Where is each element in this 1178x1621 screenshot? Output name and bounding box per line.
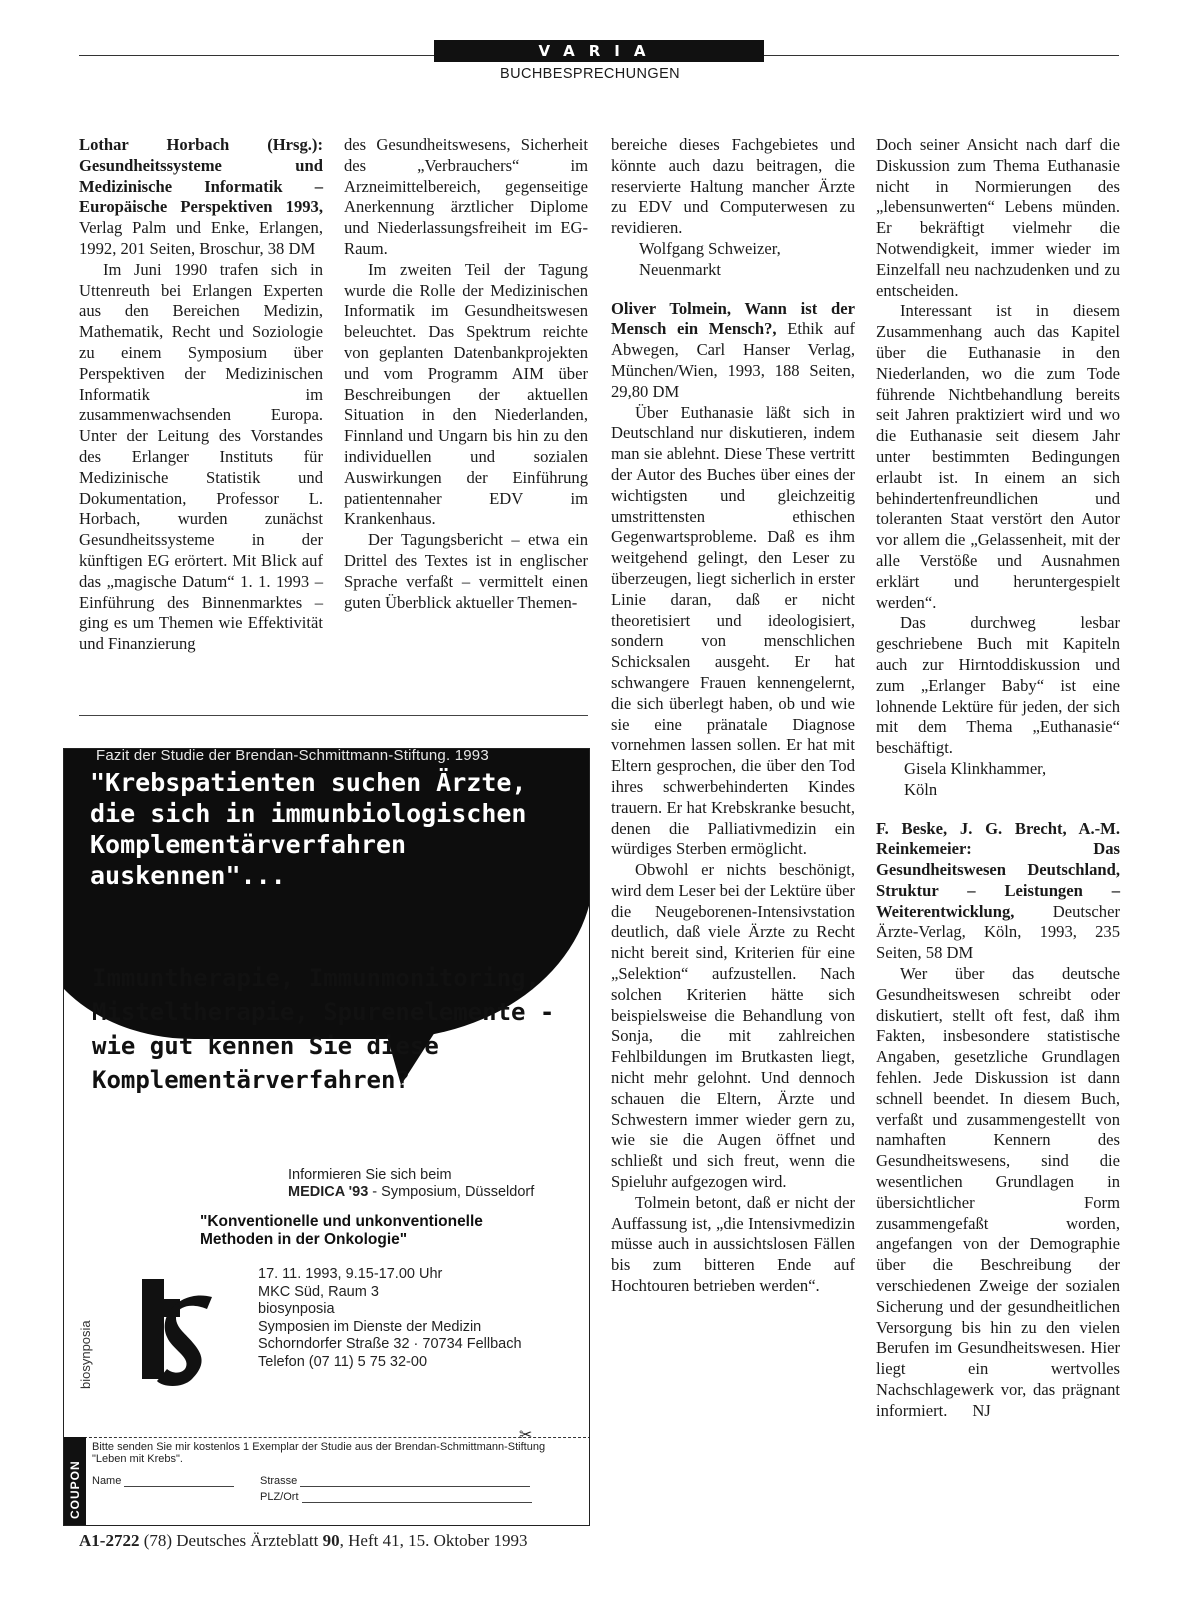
coupon-zip-line[interactable] bbox=[302, 1492, 532, 1503]
review1-place: Neuenmarkt bbox=[639, 259, 722, 279]
review2-place: Köln bbox=[904, 779, 938, 799]
ad-info-line2 bbox=[288, 1184, 534, 1201]
review3-citation-publisher: Deutscher Ärzte-Verlag, Köln, 1993, 235 Seiten, 58 DM bbox=[876, 901, 1120, 963]
coupon-name-label: Name bbox=[92, 1475, 122, 1487]
review2-paragraph-3-continued: Doch seiner Ansicht nach darf die Diskussion zum Thema Euthanasie nicht in Normierungen des „lebensunwerten“ Lebens münden. Er bekräftigt vielmehr die Notwendigkeit, immer wieder im Einzelfall neu nachzudenken und zu entscheiden. bbox=[876, 135, 1120, 300]
coupon-street-field[interactable] bbox=[260, 1475, 530, 1487]
coupon-street-line[interactable] bbox=[300, 1476, 530, 1487]
review1-paragraph-1: Im Juni 1990 trafen sich in Uttenreuth bei Erlangen Experten aus den Bereichen Medizin, Mathematik, Recht und Soziologie zu einem Symposium über Perspektiven der Medizinischen Informatik im zusammenwachsenden Europa. Unter der Leitung des Vorstandes des Erlanger Instituts für Medizinische Statistik und Dokumentation, Professor L. Horbach, wurden zunächst Gesundheitssysteme in der künftigen EG erörtert. Mit Blick auf das „magische Datum“ 1. 1. 1993 – Einführung des Binnenmarktes – ging es um Themen wie Effektivität und Finanzierung bbox=[79, 259, 323, 654]
ad-symposium-title: "Konventionelle und unkonventionelle Methoden in der Onkologie" bbox=[200, 1213, 483, 1248]
review1-citation-title: Lothar Horbach (Hrsg.): Gesundheitssysteme und Medizinische Informatik – Europäische Perspektiven 1993, bbox=[79, 135, 323, 217]
review3-author: NJ bbox=[972, 1400, 991, 1420]
column-2 bbox=[344, 135, 588, 613]
review2-paragraph-1: Über Euthanasie läßt sich in Deutschland nur diskutieren, indem man sie ablehnt. Diese These vertritt der Autor des Buches über eines der wichtigsten und gleichzeitig umstrittensten ethischen Gegenwartsprobleme. Daß es ihm weitgehend gelingt, den Leser zu überzeugen, liegt sicherlich in erster Linie daran, daß er nicht theoretisiert und ideologisiert, sondern von menschlichen Schicksalen ausgeht. Er hat schwangere Frauen kennengelernt, die sich überlegt haben, ob und wie sie eine pränatale Diagnose vornehmen lassen sollen. Er hat mit Eltern gesprochen, die über den Tod ihres schwerbehinderten Kindes trauern. Er hat Krebskranke besucht, denen die Palliativmedizin ein würdiges Sterben ermöglicht. bbox=[611, 402, 855, 859]
review2-citation-publisher: Ethik auf Abwegen, Carl Hanser Verlag, München/Wien, 1993, 188 Seiten, 29,80 DM bbox=[611, 319, 856, 401]
review3-citation bbox=[876, 819, 1120, 965]
column-4 bbox=[876, 135, 1120, 1422]
coupon-zip-label: PLZ/Ort bbox=[260, 1491, 299, 1503]
ad-org-desc: Symposien im Dienste der Medizin bbox=[258, 1318, 482, 1335]
review3-paragraph-1 bbox=[876, 964, 1120, 1422]
ad-info bbox=[288, 1167, 534, 1201]
review1-citation bbox=[79, 135, 323, 260]
review3-text: Wer über das deutsche Gesundheitswesen schreibt oder diskutiert, stellt oft fest, daß ihm Fakten, insbesondere statistische Angaben, gesetzliche Grundlagen fehlen. Jede Diskussion ist dann schnell beendet. In diesem Buch, verfaßt und zusammengestellt von namhaften Kennern des Gesundheitswesens, sind die wesentlichen Grundlagen in übersichtlicher Form zusammengefaßt worden, angefangen von der Demographie über die Beschreibung der verschiedenen Zweige der sozialen Sicherung und der gesundheitlichen Versorgung bis hin zu den vielen Berufen im Gesundheitswesen. Hier liegt ein wertvolles Nachschlagewerk vor, das prägnant informiert. bbox=[876, 964, 1120, 1420]
review1-citation-publisher: Verlag Palm und Enke, Erlangen, 1992, 201 Seiten, Broschur, 38 DM bbox=[79, 218, 323, 258]
review1-paragraph-2: Im zweiten Teil der Tagung wurde die Rolle der Medizinischen Informatik im Gesundheitswesen beleuchtet. Das Spektrum reichte von geplanten Datenbankprojekten und vom Programm AIM über Beschreibungen der aktuellen Situation in den Niederlanden, Finnland und Ungarn bis hin zu den individuellen und sozialen Auswirkungen der Einführung patientennaher EDV im Krankenhaus. bbox=[344, 259, 588, 529]
biosynposia-logo-icon bbox=[112, 1269, 227, 1399]
footer-page-code: A1-2722 bbox=[79, 1531, 140, 1550]
review1-paragraph-3-continued: bereiche dieses Fachgebietes und könnte auch dazu beitragen, die reservierte Haltung mancher Ärzte zu EDV und Computerwesen zu revidieren. bbox=[611, 135, 855, 238]
review2-paragraph-5: Das durchweg lesbar geschriebene Buch mit Kapiteln auch zur Hirntoddiskussion und zum „Erlanger Baby“ ist eine lohnende Lektüre für jeden, der sich mit dem Thema „Euthanasie“ beschäftigt. bbox=[876, 613, 1120, 758]
ad-info-line1: Informieren Sie sich beim bbox=[288, 1167, 452, 1183]
review1-paragraph-3: Der Tagungsbericht – etwa ein Drittel des Textes ist in englischer Sprache verfaßt – vermittelt einen guten Überblick aktueller Themen- bbox=[344, 530, 588, 612]
review2-paragraph-2: Obwohl er nichts beschönigt, wird dem Leser bei der Lektüre über die Neugeborenen-Intensivstation deutlich, daß viele Ärzte zu Recht nicht bereit sind, Kriterien für eine „Selektion“ aufzustellen. Nach solchen Kriterien hätte sich beispielsweise die Behandlung von Sonja, die mit zahlreichen Fehlbildungen im Brutkasten liegt, nicht mehr gelohnt. Und dennoch schauen die Eltern, Ärzte und Schwestern immer wieder gern zu, wie sie die Augen öffnet und schließt und sich freut, wenn die Spieluhr aufgezogen wird. bbox=[611, 860, 855, 1192]
page-footer bbox=[79, 1531, 528, 1551]
ad-subtitle: Fazit der Studie der Brendan-Schmittmann-Stiftung. 1993 bbox=[96, 748, 489, 764]
coupon-cut-line bbox=[64, 1437, 590, 1438]
logo-vertical-text: biosynposia bbox=[78, 1320, 93, 1389]
review2-citation bbox=[611, 299, 855, 403]
column-divider-rule bbox=[79, 715, 588, 716]
column-1 bbox=[79, 135, 323, 655]
footer-issue-rest: , Heft 41, 15. Oktober 1993 bbox=[339, 1531, 528, 1550]
ad-date: 17. 11. 1993, 9.15-17.00 Uhr bbox=[258, 1266, 443, 1282]
review2-citation-title: Oliver Tolmein, Wann ist der Mensch ein Mensch?, bbox=[611, 298, 855, 339]
ad-quote: "Krebspatienten suchen Ärzte, die sich in immunbiologischen Komplementärverfahren auskennen"... bbox=[90, 768, 527, 890]
coupon-zip-field[interactable] bbox=[260, 1491, 532, 1503]
review2-author: Gisela Klinkhammer, bbox=[904, 758, 1047, 778]
ad-event-name: MEDICA '93 bbox=[288, 1184, 369, 1200]
footer-issue: (78) Deutsches Ärzteblatt bbox=[143, 1531, 323, 1550]
ad-event-rest: - Symposium, Düsseldorf bbox=[368, 1184, 535, 1200]
review2-paragraph-3: Tolmein betont, daß er nicht der Auffassung ist, „die Intensivmedizin müsse auch in aussichtslosen Fällen bis zum bitteren Ende auf Hochtouren betrieben werden“. bbox=[611, 1192, 855, 1296]
coupon-name-field[interactable] bbox=[92, 1475, 234, 1487]
section-banner: VARIA bbox=[434, 40, 764, 62]
column-3 bbox=[611, 135, 855, 1297]
coupon-name-line[interactable] bbox=[124, 1476, 234, 1487]
ad-org: biosynposia bbox=[258, 1301, 335, 1317]
ad-address: Schorndorfer Straße 32 · 70734 Fellbach bbox=[258, 1336, 522, 1352]
ad-therapies-headline: Immuntherapie, Immunmonitoring, Misteltherapie, Spurenelemente - wie gut kennen Sie diese Komplementärverfahren? bbox=[92, 964, 555, 1094]
ad-phone: Telefon (07 11) 5 75 32-00 bbox=[258, 1353, 428, 1370]
review1-paragraph-1-continued: des Gesundheitswesens, Sicherheit des „Verbrauchers“ im Arzneimittelbereich, gegenseitige Anerkennung ärztlicher Diplome und Niederlassungsfreiheit im EG-Raum. bbox=[344, 135, 588, 258]
advertisement bbox=[63, 748, 590, 1526]
review1-author: Wolfgang Schweizer, bbox=[639, 238, 781, 258]
review2-paragraph-4: Interessant ist in diesem Zusammenhang auch das Kapitel über die Euthanasie in den Niederlanden, wo die zum Tode führende Nichtbehandlung bereits seit Jahren praktiziert wird und wo die Euthanasie seit diesem Jahr unter bestimmten Bedingungen erlaubt ist. In einem an sich behindertenfreundlichen und toleranten Staat verstört den Autor vor allem die „Gelassenheit, mit der alle Verstöße und Ausnahmen erklärt und heruntergespielt werden“. bbox=[876, 301, 1120, 612]
subsection-label: BUCHBESPRECHUNGEN bbox=[500, 66, 681, 82]
scissors-icon: ✂ bbox=[519, 1425, 533, 1444]
ad-details bbox=[258, 1266, 522, 1371]
coupon-street-label: Strasse bbox=[260, 1475, 298, 1487]
review3-citation-title: F. Beske, J. G. Brecht, A.-M. Reinkemeier: Das Gesundheitswesen Deutschland, Struktur – Leistungen – Weiterentwicklung, bbox=[876, 818, 1120, 921]
footer-volume: 90 bbox=[322, 1531, 340, 1550]
coupon-text: Bitte senden Sie mir kostenlos 1 Exemplar der Studie aus der Brendan-Schmittmann-Stiftung "Leben mit Krebs". bbox=[92, 1441, 546, 1465]
coupon-label: COUPON bbox=[68, 1460, 82, 1519]
ad-room: MKC Süd, Raum 3 bbox=[258, 1283, 379, 1300]
